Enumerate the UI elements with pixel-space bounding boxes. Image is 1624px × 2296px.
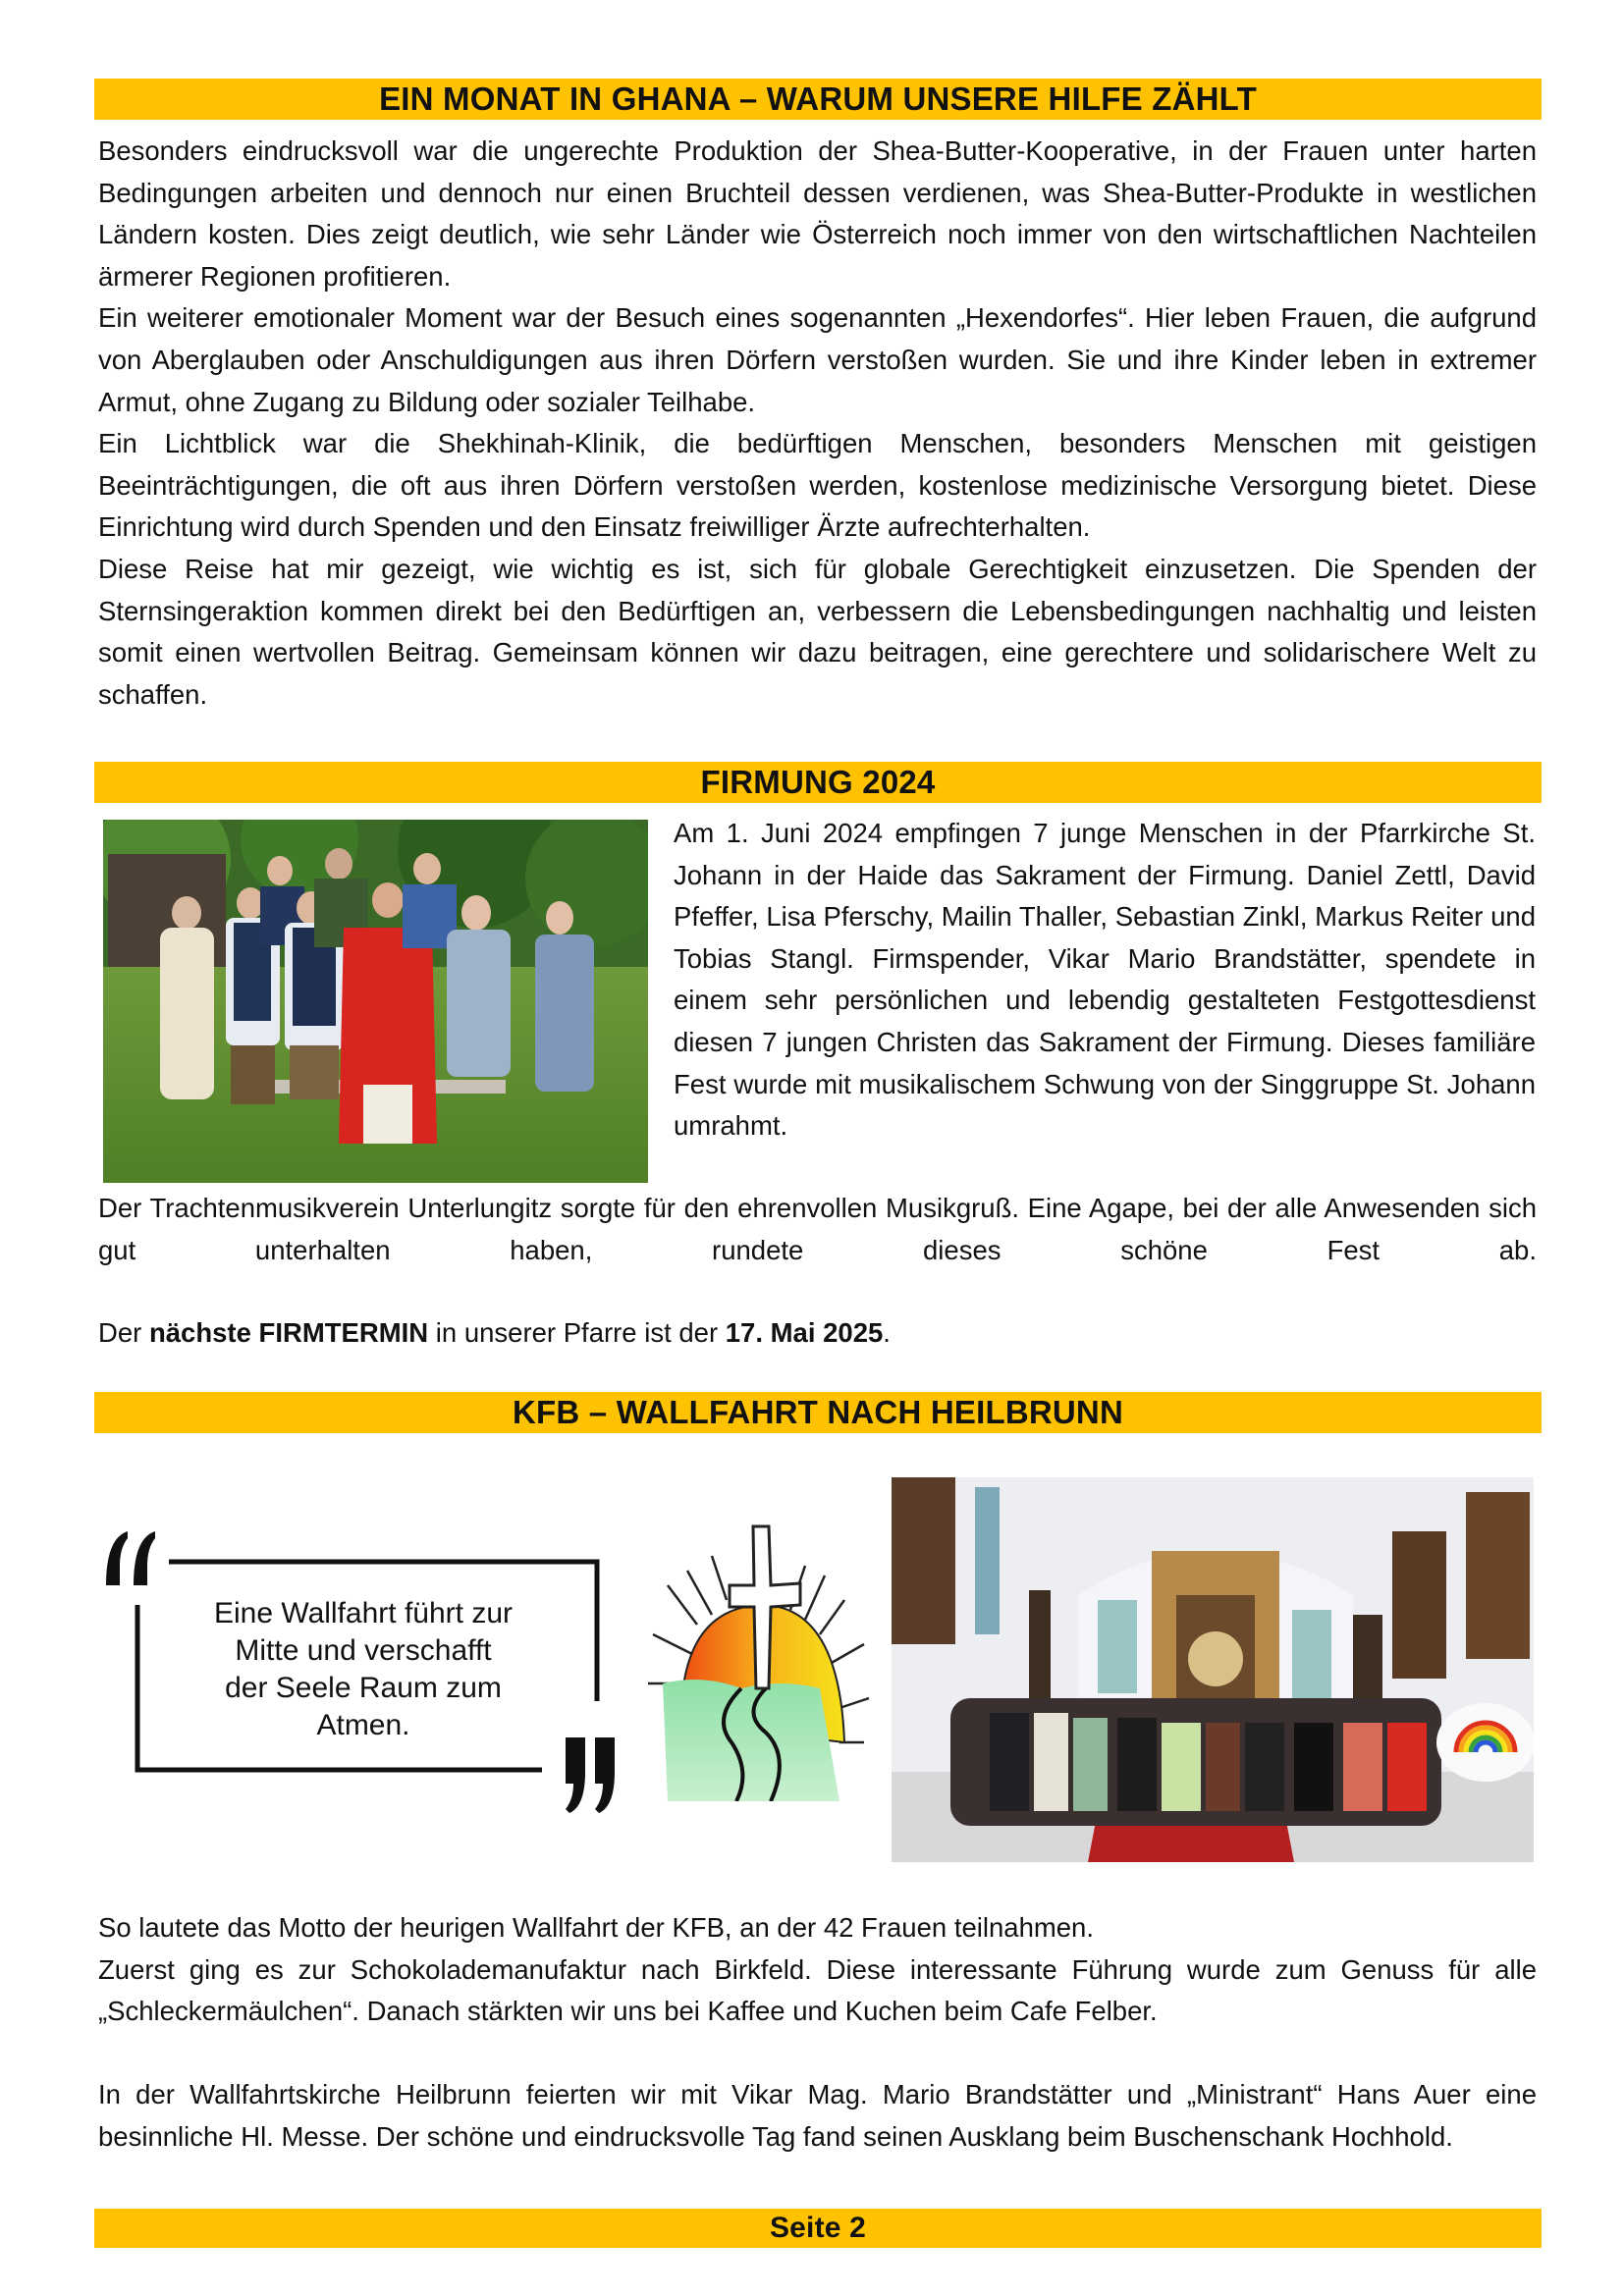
firmung-full-text (98, 1188, 1537, 1271)
paragraph (98, 1312, 1537, 1355)
section-header-kfb (94, 1392, 1542, 1433)
text: Der (98, 1317, 149, 1348)
next-firmtermin (98, 1312, 1537, 1355)
quote-line: der Seele Raum zum (225, 1672, 502, 1704)
text: in unserer Pfarre ist der (428, 1317, 726, 1348)
quote-line: Eine Wallfahrt führt zur (214, 1597, 513, 1629)
paragraph: Ein weiterer emotionaler Moment war der Besuch eines sogenannten „Hexendorfes“. Hier leben Frauen, die aufgrund von Aberglauben oder Anschuldigungen aus ihren Dörfern verstoßen wurden. Sie und ihre Kinder leben in extremer Armut, ohne Zugang zu Bildung oder sozialer Teilhabe. (98, 302, 1537, 417)
page-footer (94, 2209, 1542, 2248)
blank-line (98, 2033, 1537, 2075)
paragraph: Zuerst ging es zur Schokolademanufaktur nach Birkfeld. Diese interessante Führung wurde zum Genuss für alle „Schleckermäulchen“. Danach stärkten wir uns bei Kaffee und Kuchen beim Cafe Felber. (98, 1953, 1537, 2027)
bold-date: 17. Mai 2025 (725, 1317, 884, 1348)
paragraph: Am 1. Juni 2024 empfingen 7 junge Menschen in der Pfarrkirche St. Johann in der Haide das Sakrament der Firmung. Daniel Zettl, David Pfeffer, Lisa Pferschy, Mailin Thaller, Sebastian Zinkl, Markus Reiter und Tobias Stangl. Firmspender, Vikar Mario Brandstätter, spendete in einem sehr persönlichen und lebendig gestalteten Festgottesdienst diesen 7 jungen Christen das Sakrament der Firmung. Dieses familiäre Fest wurde mit musikalischem Schwung von der Singgruppe St. Johann umrahmt. (674, 818, 1536, 1142)
page-number: Seite 2 (769, 2212, 867, 2244)
paragraph: In der Wallfahrtskirche Heilbrunn feierten wir mit Vikar Mag. Mario Brandstätter und „Ministrant“ Hans Auer eine besinnliche Hl. Messe. Der schöne und eindrucksvolle Tag fand seinen Ausklang beim Buschenschank Hochhold. (98, 2079, 1537, 2152)
kfb-article-body (98, 1907, 1537, 2159)
paragraph: Der Trachtenmusikverein Unterlungitz sorgte für den ehrenvollen Musikgruß. Eine Agape, bei der alle Anwesenden sich gut unterhalten haben, rundete dieses schöne Fest ab. (98, 1193, 1537, 1265)
quote-line: Atmen. (316, 1709, 410, 1741)
firmung-side-text (674, 813, 1536, 1148)
section-header-ghana (94, 79, 1542, 120)
cross-sun-path-icon (643, 1517, 879, 1801)
kfb-church-group-photo (892, 1477, 1534, 1862)
text: . (883, 1317, 891, 1348)
paragraph: Diese Reise hat mir gezeigt, wie wichtig es ist, sich für globale Gerechtigkeit einzusetzen. Die Spenden der Sternsingeraktion kommen direkt bei den Bedürftigen an, verbessern die Lebensbedingungen nachhaltig und leisten somit einen wertvollen Beitrag. Gemeinsam können wir dazu beitragen, eine gerechtere und solidarischere Welt zu schaffen. (98, 553, 1537, 710)
quote-line: Mitte und verschafft (235, 1634, 492, 1667)
paragraph: Besonders eindrucksvoll war die ungerechte Produktion der Shea-Butter-Kooperative, in der Frauen unter harten Bedingungen arbeiten und dennoch nur einen Bruchteil dessen verdienen, was Shea-Butter-Produkte in westlichen Ländern kosten. Dies zeigt deutlich, wie sehr Länder wie Österreich noch immer von den wirtschaftlichen Nachteilen ärmerer Regionen profitieren. (98, 135, 1537, 292)
paragraph: So lautete das Motto der heurigen Wallfahrt der KFB, an der 42 Frauen teilnahmen. (98, 1912, 1094, 1943)
section-title: FIRMUNG 2024 (700, 764, 936, 800)
bold-text: nächste FIRMTERMIN (148, 1317, 429, 1348)
section-header-firmung (94, 762, 1542, 803)
firmung-group-photo (103, 820, 648, 1183)
wallfahrt-quote (157, 1595, 569, 1744)
section-title: EIN MONAT IN GHANA – WARUM UNSERE HILFE ZÄHLT (379, 80, 1257, 117)
paragraph: Ein Lichtblick war die Shekhinah-Klinik, die bedürftigen Menschen, besonders Menschen mit geistigen Beeinträchtigungen, die oft aus ihren Dörfern verstoßen werden, kostenlose medizinische Versorgung bietet. Diese Einrichtung wird durch Spenden und den Einsatz freiwilliger Ärzte aufrechterhalten. (98, 428, 1537, 543)
ghana-article-body (98, 131, 1537, 716)
section-title: KFB – WALLFAHRT NACH HEILBRUNN (513, 1394, 1123, 1430)
